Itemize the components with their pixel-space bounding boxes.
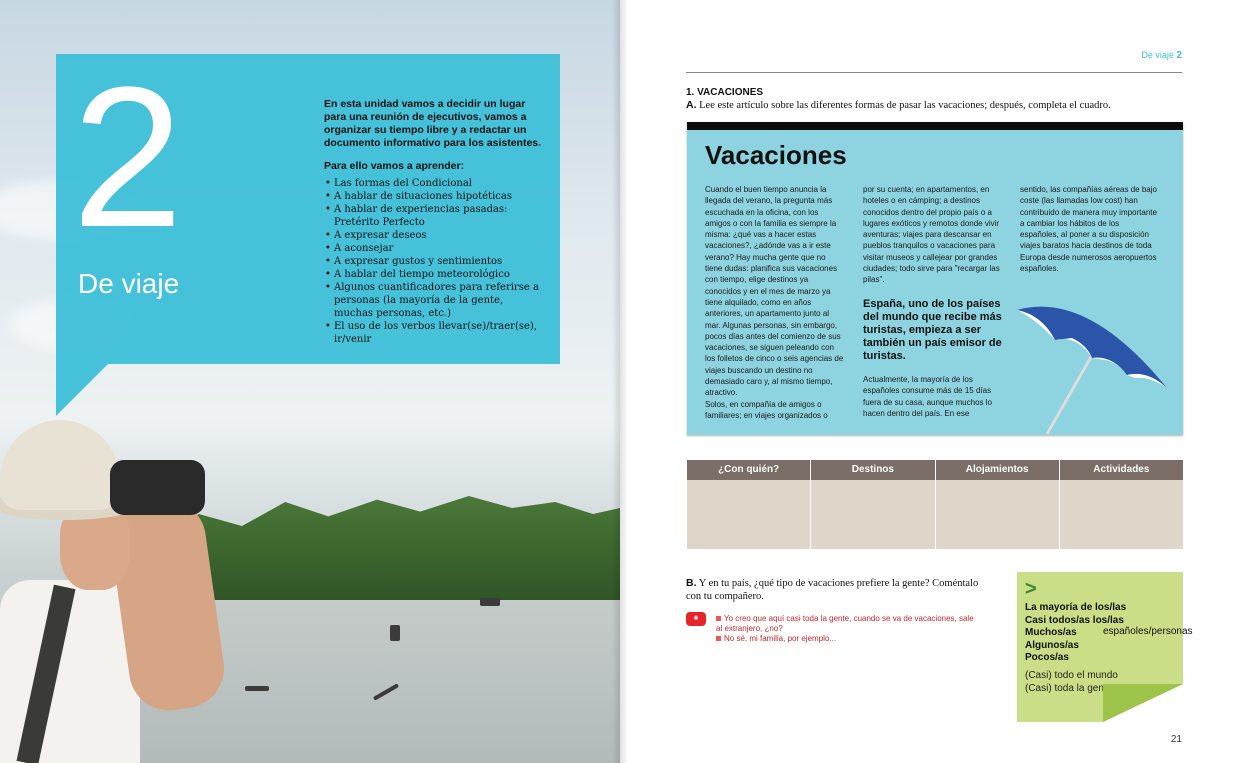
running-head-title: De viaje [1141,50,1174,60]
article-column-3: sentido, las compañías aéreas de bajo coste (las llamadas low cost) han contribuido de manera muy importante a cambiar los hábitos de los españoles, al poner a su disposición viajes baratos hacia destinos de toda Europa desde numerosos aeropuertos españoles. [1020,185,1157,274]
running-head-num: 2 [1176,50,1182,61]
learn-item: • Algunos cuantificadores para referirse a personas (la mayoría de la gente, muchas personas, etc.) [334,281,544,320]
unit-title: De viaje [78,268,180,299]
woman-with-binoculars-photo [0,420,230,763]
hat [0,420,120,510]
task-a-letter: A. [686,99,697,111]
quantifier: Algunos/as [1025,639,1079,651]
unit-intro [324,98,544,346]
learn-list [324,177,544,346]
article-column-2: por su cuenta; en apartamentos, en hoteles o en cámping; a destinos conocidos dentro del propio país o a lugares exóticos y remotos donde vivir aventuras; viajes para descansar en pueblos tranquilos o vacaciones para visitar museos y callejear por grandes ciudades; todo sirve para "recargar las pilas". [863,185,1000,285]
learn-item: • A hablar de experiencias pasadas: Pretérito Perfecto [334,203,544,229]
table-header-cell: ¿Con quién? [687,460,811,480]
article-column-2b: Actualmente, la mayoría de los españoles consume más de 15 días fuera de su casa, aunque muchos lo hacen dentro del país. En ese [863,375,992,418]
table-header-cell: Destinos [811,460,935,480]
asterisk-icon: * [686,612,706,626]
page-number: 21 [1170,734,1182,745]
beach-umbrella-icon [1017,300,1173,436]
pull-quote: España, uno de los países del mundo que recibe más turistas, empieza a ser también un país emisor de turistas. [863,298,1002,362]
table-cell-blank[interactable] [687,480,811,549]
quantifier: Pocos/as [1025,652,1069,663]
learn-item: • Las formas del Condicional [334,177,544,190]
callout-tail [56,364,108,416]
intro-text: En esta unidad vamos a decidir un lugar para una reunión de ejecutivos, vamos a organizar su tiempo libre y a redactar un documento informativo para los asistentes. [324,98,542,149]
task-b-text: Y en tu país, ¿qué tipo de vacaciones prefiere la gente? Coméntalo con tu compañero. [686,578,979,602]
article-column-1: Cuando el buen tiempo anuncia la llegada del verano, la pregunta más escuchada en la oficina, con los amigos o con la familia es siempre la misma: ¿qué vas a hacer estas vacaciones?, ¿adónde vas a ir este verano? Hay mucha gente que no tiene dudas: planifica sus vacaciones con tiempo, elige destinos ya conocidos y en el mes de marzo ya tiene alquilado, como en años anteriores, un apartamento junto al mar. Algunas personas, sin embargo, pocos días antes del comienzo de sus vacaciones, se siguen peleando con los folletos de cinco o seis agencias de viajes buscando un destino no demasiado caro y, al mismo tiempo, atractivo. Solos, en compañía de amigos o familiares; en viajes organizados o [705,185,844,420]
table-header-cell: Alojamientos [936,460,1060,480]
learn-item: • A expresar deseos [334,229,544,242]
table-header-cell: Actividades [1060,460,1183,480]
stump [245,686,269,691]
quantifier: Casi todos/as los/las [1025,614,1124,626]
running-head [1141,50,1182,61]
example-text: Yo creo que aquí casi toda la gente, cuando se va de vacaciones, sale al extranjero, ¿no? [716,614,974,633]
table-row [687,480,1183,549]
learn-item: • A aconsejar [334,242,544,255]
quantifier-noun: españoles/personas [1103,626,1193,637]
task-a-text: Lee este artículo sobre las diferentes formas de pasar las vacaciones; después, completa el cuadro. [699,100,1111,111]
learn-item: • A hablar de situaciones hipotéticas [334,190,544,203]
casi-line: (Casi) toda la gente [1025,682,1113,694]
article-box [687,122,1183,435]
square-bullet-icon [716,636,721,641]
table-header-row [687,460,1183,480]
casi-line: (Casi) todo el mundo [1025,670,1118,681]
binoculars [110,460,205,515]
example-text: No sé, mi familia, por ejemplo... [724,634,837,643]
stump [390,625,400,641]
folded-flap [1103,684,1183,722]
quantifier: Muchos/as [1025,627,1077,638]
table-cell-blank[interactable] [1060,480,1183,549]
learn-item: • A hablar del tiempo meteorológico [334,268,544,281]
page-fold-shadow [612,0,628,763]
learn-item: • El uso de los verbos llevar(se)/traer(se), ir/venir [334,320,544,346]
section-title: 1. VACACIONES [686,87,764,98]
task-b-letter: B. [686,577,697,589]
quantifier: La mayoría de los/las [1025,602,1127,613]
article-top-bar [687,122,1183,130]
table-cell-blank[interactable] [936,480,1060,549]
article-title: Vacaciones [705,140,847,170]
header-rule [686,72,1182,73]
stump [480,598,500,606]
greater-than-icon: > [1025,578,1037,600]
example-line [716,614,976,634]
learn-heading: Para ello vamos a aprender: [324,160,465,172]
example-dialogue [716,614,976,644]
square-bullet-icon [716,616,721,621]
example-line [716,634,976,644]
unit-number: 2 [72,46,184,269]
task-b [686,577,986,603]
learn-item: • A expresar gustos y sentimientos [334,255,544,268]
table-cell-blank[interactable] [811,480,935,549]
grammar-note-box [1017,572,1193,722]
task-a [686,99,1111,111]
vacation-table [687,460,1183,549]
